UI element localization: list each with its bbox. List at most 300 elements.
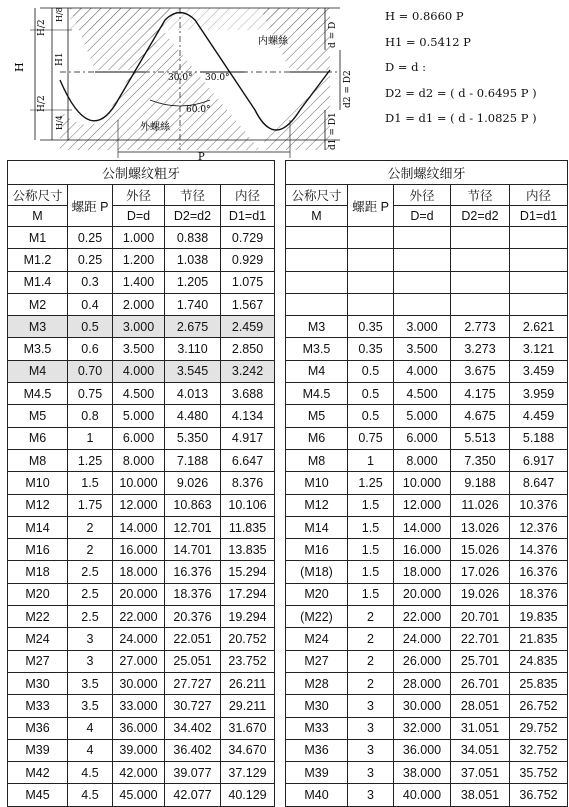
cell-major-diameter: 1.000 bbox=[113, 227, 165, 249]
cell-nominal: M36 bbox=[286, 739, 348, 761]
cell-nominal: M5 bbox=[286, 405, 348, 427]
cell-nominal: M16 bbox=[8, 539, 68, 561]
cell-major-diameter: 3.000 bbox=[394, 316, 451, 338]
table-row bbox=[286, 227, 568, 249]
label-h4: H/4 bbox=[55, 115, 64, 130]
fine-table-body bbox=[286, 227, 568, 807]
cell-pitch: 0.35 bbox=[348, 316, 394, 338]
cell-minor-diameter: 16.376 bbox=[510, 561, 568, 583]
header-major: 外径 bbox=[113, 185, 165, 206]
cell-pitch-diameter: 22.051 bbox=[165, 628, 221, 650]
fine-table-title: 公制螺纹细牙 bbox=[286, 161, 568, 185]
cell-pitch: 3 bbox=[348, 762, 394, 784]
cell-nominal: M16 bbox=[286, 539, 348, 561]
label-internal-thread: 内螺絲 bbox=[258, 36, 288, 47]
cell-minor-diameter: 31.670 bbox=[221, 717, 275, 739]
cell-major-diameter: 2.000 bbox=[113, 293, 165, 315]
cell-nominal: M14 bbox=[8, 516, 68, 538]
header-minor-formula: D1=d1 bbox=[221, 206, 275, 227]
cell-major-diameter: 22.000 bbox=[394, 606, 451, 628]
cell-pitch-diameter: 1.205 bbox=[165, 271, 221, 293]
cell-major-diameter: 10.000 bbox=[113, 472, 165, 494]
table-row bbox=[8, 672, 275, 694]
table-row bbox=[8, 338, 275, 360]
cell-minor-diameter: 0.729 bbox=[221, 227, 275, 249]
cell-pitch: 1.75 bbox=[68, 494, 113, 516]
cell-pitch: 3.5 bbox=[68, 695, 113, 717]
header-major-formula: D=d bbox=[113, 206, 165, 227]
table-row bbox=[286, 494, 568, 516]
cell-major-diameter: 1.200 bbox=[113, 249, 165, 271]
cell-pitch: 0.25 bbox=[68, 227, 113, 249]
cell-pitch-diameter: 13.026 bbox=[451, 516, 510, 538]
cell-pitch: 1.5 bbox=[348, 516, 394, 538]
cell-nominal: M6 bbox=[8, 427, 68, 449]
cell-minor-diameter: 24.835 bbox=[510, 650, 568, 672]
cell-pitch-diameter: 19.026 bbox=[451, 583, 510, 605]
cell-minor-diameter: 3.688 bbox=[221, 383, 275, 405]
cell-pitch-diameter: 14.701 bbox=[165, 539, 221, 561]
cell-pitch bbox=[348, 249, 394, 271]
cell-major-diameter bbox=[394, 227, 451, 249]
cell-nominal: M14 bbox=[286, 516, 348, 538]
cell-nominal: M2 bbox=[8, 293, 68, 315]
cell-nominal: M10 bbox=[286, 472, 348, 494]
table-row bbox=[8, 316, 275, 338]
cell-minor-diameter: 13.835 bbox=[221, 539, 275, 561]
table-row bbox=[286, 516, 568, 538]
cell-minor-diameter: 29.211 bbox=[221, 695, 275, 717]
cell-pitch: 0.5 bbox=[348, 405, 394, 427]
table-row bbox=[286, 695, 568, 717]
cell-major-diameter: 39.000 bbox=[113, 739, 165, 761]
label-h2-top: H/2 bbox=[37, 19, 47, 36]
cell-major-diameter: 42.000 bbox=[113, 762, 165, 784]
cell-pitch: 4.5 bbox=[68, 784, 113, 806]
header-major: 外径 bbox=[394, 185, 451, 206]
cell-pitch-diameter: 30.727 bbox=[165, 695, 221, 717]
table-row bbox=[8, 606, 275, 628]
cell-nominal: M1.2 bbox=[8, 249, 68, 271]
cell-pitch-diameter bbox=[451, 271, 510, 293]
cell-minor-diameter: 15.294 bbox=[221, 561, 275, 583]
formula-h: H = 0.8660 P bbox=[385, 9, 464, 23]
cell-pitch-diameter: 22.701 bbox=[451, 628, 510, 650]
table-row bbox=[286, 539, 568, 561]
cell-minor-diameter bbox=[510, 227, 568, 249]
cell-pitch-diameter: 5.350 bbox=[165, 427, 221, 449]
cell-major-diameter bbox=[394, 293, 451, 315]
cell-major-diameter: 16.000 bbox=[394, 539, 451, 561]
table-row bbox=[8, 650, 275, 672]
cell-pitch-diameter bbox=[451, 249, 510, 271]
table-row bbox=[8, 583, 275, 605]
table-row bbox=[8, 383, 275, 405]
cell-major-diameter: 36.000 bbox=[113, 717, 165, 739]
cell-minor-diameter: 6.647 bbox=[221, 449, 275, 471]
cell-pitch-diameter: 18.376 bbox=[165, 583, 221, 605]
cell-major-diameter: 12.000 bbox=[394, 494, 451, 516]
label-h8: H/8 bbox=[55, 7, 64, 22]
cell-pitch: 0.6 bbox=[68, 338, 113, 360]
table-row bbox=[286, 472, 568, 494]
cell-major-diameter: 28.000 bbox=[394, 672, 451, 694]
cell-nominal: M30 bbox=[8, 672, 68, 694]
cell-pitch-diameter: 25.051 bbox=[165, 650, 221, 672]
cell-minor-diameter: 3.242 bbox=[221, 360, 275, 382]
cell-pitch-diameter: 17.026 bbox=[451, 561, 510, 583]
cell-pitch-diameter: 28.051 bbox=[451, 695, 510, 717]
cell-minor-diameter: 25.835 bbox=[510, 672, 568, 694]
cell-minor-diameter: 40.129 bbox=[221, 784, 275, 806]
cell-pitch: 1 bbox=[68, 427, 113, 449]
cell-pitch-diameter bbox=[451, 227, 510, 249]
cell-major-diameter: 5.000 bbox=[113, 405, 165, 427]
table-row bbox=[8, 539, 275, 561]
cell-pitch: 2 bbox=[348, 672, 394, 694]
cell-minor-diameter: 10.106 bbox=[221, 494, 275, 516]
table-row bbox=[8, 293, 275, 315]
cell-nominal: M22 bbox=[8, 606, 68, 628]
label-d1: d1 = D1 bbox=[328, 112, 338, 150]
cell-pitch: 3 bbox=[348, 717, 394, 739]
cell-nominal: M18 bbox=[8, 561, 68, 583]
cell-minor-diameter: 0.929 bbox=[221, 249, 275, 271]
cell-nominal: M10 bbox=[8, 472, 68, 494]
header-nominal: 公称尺寸 bbox=[8, 185, 68, 206]
cell-pitch-diameter: 10.863 bbox=[165, 494, 221, 516]
cell-pitch-diameter: 7.188 bbox=[165, 449, 221, 471]
cell-minor-diameter: 5.188 bbox=[510, 427, 568, 449]
cell-minor-diameter: 12.376 bbox=[510, 516, 568, 538]
table-row bbox=[8, 717, 275, 739]
cell-nominal bbox=[286, 293, 348, 315]
label-external-thread: 外螺絲 bbox=[140, 122, 170, 133]
cell-pitch-diameter: 3.545 bbox=[165, 360, 221, 382]
cell-pitch: 3 bbox=[68, 650, 113, 672]
cell-minor-diameter: 17.294 bbox=[221, 583, 275, 605]
formula-d1: D1 = d1 = ( d - 1.0825 P ) bbox=[385, 111, 537, 126]
cell-pitch bbox=[348, 293, 394, 315]
cell-minor-diameter: 20.752 bbox=[221, 628, 275, 650]
table-row bbox=[286, 249, 568, 271]
cell-pitch: 3.5 bbox=[68, 672, 113, 694]
cell-major-diameter: 18.000 bbox=[113, 561, 165, 583]
cell-pitch-diameter: 39.077 bbox=[165, 762, 221, 784]
cell-minor-diameter: 18.376 bbox=[510, 583, 568, 605]
cell-pitch: 0.8 bbox=[68, 405, 113, 427]
label-pitch: P bbox=[198, 152, 205, 160]
cell-pitch: 2 bbox=[348, 628, 394, 650]
cell-nominal: M6 bbox=[286, 427, 348, 449]
cell-nominal: M8 bbox=[286, 449, 348, 471]
cell-pitch: 0.75 bbox=[68, 383, 113, 405]
cell-minor-diameter: 3.459 bbox=[510, 360, 568, 382]
cell-pitch-diameter bbox=[451, 293, 510, 315]
cell-major-diameter: 12.000 bbox=[113, 494, 165, 516]
label-h2-bot: H/2 bbox=[37, 95, 47, 112]
table-row bbox=[8, 249, 275, 271]
cell-major-diameter: 8.000 bbox=[394, 449, 451, 471]
cell-nominal: M39 bbox=[286, 762, 348, 784]
cell-pitch: 3 bbox=[348, 739, 394, 761]
table-row bbox=[286, 762, 568, 784]
cell-nominal: M24 bbox=[286, 628, 348, 650]
table-row bbox=[286, 427, 568, 449]
header-nominal-unit: M bbox=[8, 206, 68, 227]
cell-minor-diameter: 14.376 bbox=[510, 539, 568, 561]
cell-major-diameter: 14.000 bbox=[394, 516, 451, 538]
table-row bbox=[286, 561, 568, 583]
cell-minor-diameter: 19.835 bbox=[510, 606, 568, 628]
table-row bbox=[8, 360, 275, 382]
cell-minor-diameter: 6.917 bbox=[510, 449, 568, 471]
cell-minor-diameter: 3.121 bbox=[510, 338, 568, 360]
cell-minor-diameter bbox=[510, 249, 568, 271]
cell-major-diameter: 30.000 bbox=[113, 672, 165, 694]
formula-d: D = d : bbox=[385, 60, 427, 75]
header-minor-formula: D1=d1 bbox=[510, 206, 568, 227]
header-pitch-diameter-formula: D2=d2 bbox=[451, 206, 510, 227]
cell-major-diameter: 45.000 bbox=[113, 784, 165, 806]
cell-pitch: 0.5 bbox=[348, 383, 394, 405]
table-row bbox=[8, 561, 275, 583]
cell-major-diameter: 8.000 bbox=[113, 449, 165, 471]
formula-h1: H1 = 0.5412 P bbox=[385, 34, 471, 49]
cell-pitch-diameter: 34.051 bbox=[451, 739, 510, 761]
cell-major-diameter: 27.000 bbox=[113, 650, 165, 672]
cell-pitch-diameter: 20.376 bbox=[165, 606, 221, 628]
cell-minor-diameter: 26.211 bbox=[221, 672, 275, 694]
cell-pitch: 0.5 bbox=[348, 360, 394, 382]
cell-pitch-diameter: 38.051 bbox=[451, 784, 510, 806]
table-row bbox=[8, 516, 275, 538]
header-nominal: 公称尺寸 bbox=[286, 185, 348, 206]
cell-major-diameter: 24.000 bbox=[113, 628, 165, 650]
cell-minor-diameter: 36.752 bbox=[510, 784, 568, 806]
cell-minor-diameter: 29.752 bbox=[510, 717, 568, 739]
cell-pitch-diameter: 25.701 bbox=[451, 650, 510, 672]
cell-pitch-diameter: 4.480 bbox=[165, 405, 221, 427]
cell-minor-diameter: 3.959 bbox=[510, 383, 568, 405]
cell-minor-diameter: 34.670 bbox=[221, 739, 275, 761]
cell-nominal: M4.5 bbox=[8, 383, 68, 405]
cell-pitch: 1.5 bbox=[348, 539, 394, 561]
cell-major-diameter: 18.000 bbox=[394, 561, 451, 583]
cell-nominal: M39 bbox=[8, 739, 68, 761]
cell-minor-diameter: 21.835 bbox=[510, 628, 568, 650]
cell-pitch-diameter: 9.026 bbox=[165, 472, 221, 494]
table-row bbox=[286, 360, 568, 382]
table-row bbox=[286, 271, 568, 293]
cell-nominal: M12 bbox=[8, 494, 68, 516]
cell-nominal: M27 bbox=[286, 650, 348, 672]
cell-major-diameter: 3.500 bbox=[394, 338, 451, 360]
cell-pitch: 1.5 bbox=[348, 561, 394, 583]
cell-nominal: M40 bbox=[286, 784, 348, 806]
cell-nominal: M8 bbox=[8, 449, 68, 471]
coarse-thread-table bbox=[7, 160, 275, 807]
cell-pitch-diameter: 26.701 bbox=[451, 672, 510, 694]
header-pitch: 螺距 P bbox=[348, 185, 394, 227]
cell-nominal bbox=[286, 249, 348, 271]
cell-pitch: 2 bbox=[68, 516, 113, 538]
header-minor: 内径 bbox=[221, 185, 275, 206]
cell-pitch: 4.5 bbox=[68, 762, 113, 784]
cell-minor-diameter: 11.835 bbox=[221, 516, 275, 538]
cell-nominal: M33 bbox=[8, 695, 68, 717]
table-row bbox=[286, 338, 568, 360]
cell-minor-diameter bbox=[510, 271, 568, 293]
cell-pitch: 0.35 bbox=[348, 338, 394, 360]
cell-major-diameter: 32.000 bbox=[394, 717, 451, 739]
cell-minor-diameter: 10.376 bbox=[510, 494, 568, 516]
cell-major-diameter: 33.000 bbox=[113, 695, 165, 717]
cell-major-diameter: 4.500 bbox=[113, 383, 165, 405]
cell-nominal: M3.5 bbox=[8, 338, 68, 360]
label-angle-total: 60.0° bbox=[186, 105, 211, 115]
table-row bbox=[286, 583, 568, 605]
cell-nominal: M4 bbox=[286, 360, 348, 382]
cell-minor-diameter: 1.567 bbox=[221, 293, 275, 315]
cell-minor-diameter: 32.752 bbox=[510, 739, 568, 761]
cell-pitch bbox=[348, 227, 394, 249]
table-row bbox=[8, 427, 275, 449]
table-row bbox=[286, 784, 568, 806]
cell-pitch: 3 bbox=[348, 695, 394, 717]
header-pitch: 螺距 P bbox=[68, 185, 113, 227]
cell-nominal: (M22) bbox=[286, 606, 348, 628]
cell-major-diameter: 5.000 bbox=[394, 405, 451, 427]
table-row bbox=[286, 606, 568, 628]
table-row bbox=[8, 271, 275, 293]
cell-nominal: M3 bbox=[8, 316, 68, 338]
cell-nominal: M33 bbox=[286, 717, 348, 739]
table-row bbox=[8, 227, 275, 249]
cell-nominal: M1 bbox=[8, 227, 68, 249]
table-row bbox=[8, 695, 275, 717]
cell-nominal: M28 bbox=[286, 672, 348, 694]
table-row bbox=[286, 293, 568, 315]
cell-pitch-diameter: 16.376 bbox=[165, 561, 221, 583]
cell-pitch-diameter: 12.701 bbox=[165, 516, 221, 538]
cell-major-diameter: 6.000 bbox=[394, 427, 451, 449]
cell-major-diameter: 4.000 bbox=[394, 360, 451, 382]
cell-nominal: M4 bbox=[8, 360, 68, 382]
cell-minor-diameter: 2.459 bbox=[221, 316, 275, 338]
header-pitch-diameter: 节径 bbox=[165, 185, 221, 206]
coarse-table-title: 公制螺纹粗牙 bbox=[8, 161, 275, 185]
cell-nominal: M20 bbox=[8, 583, 68, 605]
cell-major-diameter: 38.000 bbox=[394, 762, 451, 784]
cell-nominal bbox=[286, 271, 348, 293]
cell-pitch: 4 bbox=[68, 739, 113, 761]
table-row bbox=[8, 628, 275, 650]
cell-pitch-diameter: 5.513 bbox=[451, 427, 510, 449]
cell-major-diameter: 3.500 bbox=[113, 338, 165, 360]
table-row bbox=[8, 449, 275, 471]
header-nominal-unit: M bbox=[286, 206, 348, 227]
cell-major-diameter: 4.500 bbox=[394, 383, 451, 405]
cell-minor-diameter: 37.129 bbox=[221, 762, 275, 784]
header-minor: 内径 bbox=[510, 185, 568, 206]
table-row bbox=[286, 405, 568, 427]
cell-major-diameter: 40.000 bbox=[394, 784, 451, 806]
table-row bbox=[8, 494, 275, 516]
cell-pitch: 0.3 bbox=[68, 271, 113, 293]
cell-pitch-diameter: 42.077 bbox=[165, 784, 221, 806]
cell-pitch-diameter: 4.013 bbox=[165, 383, 221, 405]
cell-pitch-diameter: 3.273 bbox=[451, 338, 510, 360]
cell-major-diameter: 30.000 bbox=[394, 695, 451, 717]
cell-nominal: M24 bbox=[8, 628, 68, 650]
cell-major-diameter: 1.400 bbox=[113, 271, 165, 293]
table-row bbox=[8, 784, 275, 806]
coarse-table-body bbox=[8, 227, 275, 807]
cell-major-diameter: 22.000 bbox=[113, 606, 165, 628]
table-row bbox=[8, 405, 275, 427]
cell-pitch: 2 bbox=[348, 606, 394, 628]
formula-d2: D2 = d2 = ( d - 0.6495 P ) bbox=[385, 85, 537, 100]
cell-pitch-diameter: 36.402 bbox=[165, 739, 221, 761]
cell-nominal: M45 bbox=[8, 784, 68, 806]
cell-nominal: M4.5 bbox=[286, 383, 348, 405]
cell-pitch-diameter: 4.175 bbox=[451, 383, 510, 405]
cell-major-diameter: 36.000 bbox=[394, 739, 451, 761]
table-row bbox=[8, 762, 275, 784]
cell-pitch: 0.75 bbox=[348, 427, 394, 449]
cell-major-diameter bbox=[394, 271, 451, 293]
cell-major-diameter: 4.000 bbox=[113, 360, 165, 382]
cell-minor-diameter: 2.850 bbox=[221, 338, 275, 360]
cell-minor-diameter: 8.376 bbox=[221, 472, 275, 494]
cell-pitch-diameter: 31.051 bbox=[451, 717, 510, 739]
cell-pitch: 0.4 bbox=[68, 293, 113, 315]
table-row bbox=[286, 650, 568, 672]
header-major-formula: D=d bbox=[394, 206, 451, 227]
label-angle-left: 30.0° bbox=[168, 73, 193, 83]
cell-pitch: 2.5 bbox=[68, 583, 113, 605]
table-row bbox=[8, 739, 275, 761]
cell-nominal: M36 bbox=[8, 717, 68, 739]
cell-pitch: 1.5 bbox=[348, 494, 394, 516]
cell-pitch-diameter: 34.402 bbox=[165, 717, 221, 739]
table-row bbox=[286, 628, 568, 650]
cell-pitch: 1.25 bbox=[348, 472, 394, 494]
cell-nominal: M42 bbox=[8, 762, 68, 784]
cell-pitch-diameter: 1.740 bbox=[165, 293, 221, 315]
cell-nominal: M30 bbox=[286, 695, 348, 717]
cell-major-diameter: 20.000 bbox=[394, 583, 451, 605]
cell-minor-diameter bbox=[510, 293, 568, 315]
label-d: d = D bbox=[328, 21, 338, 48]
cell-pitch: 4 bbox=[68, 717, 113, 739]
fine-thread-table bbox=[285, 160, 568, 807]
cell-pitch-diameter: 20.701 bbox=[451, 606, 510, 628]
cell-minor-diameter: 4.459 bbox=[510, 405, 568, 427]
cell-pitch-diameter: 37.051 bbox=[451, 762, 510, 784]
label-angle-right: 30.0° bbox=[205, 73, 230, 83]
label-h: H bbox=[13, 62, 26, 72]
cell-major-diameter: 24.000 bbox=[394, 628, 451, 650]
cell-pitch: 1 bbox=[348, 449, 394, 471]
cell-pitch: 2 bbox=[68, 539, 113, 561]
cell-pitch: 0.25 bbox=[68, 249, 113, 271]
cell-pitch-diameter: 7.350 bbox=[451, 449, 510, 471]
cell-pitch-diameter: 9.188 bbox=[451, 472, 510, 494]
cell-nominal: M20 bbox=[286, 583, 348, 605]
cell-major-diameter: 3.000 bbox=[113, 316, 165, 338]
